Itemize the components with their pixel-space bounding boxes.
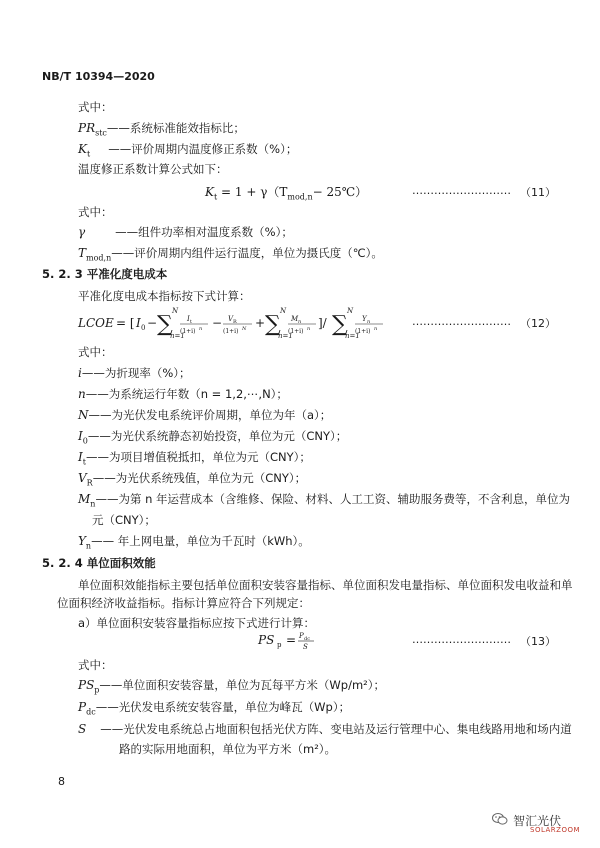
svg-text:=: = (286, 633, 297, 647)
svg-text:M: M (291, 315, 299, 323)
svg-text:∑: ∑ (157, 312, 173, 337)
equation-13-dots: ……………………… (412, 633, 511, 646)
equation-12 (76, 303, 411, 341)
svg-text:n: n (298, 319, 302, 325)
definition-VR: $V_R——$为光伏系统残值，单位为元（CNY）； (78, 471, 307, 488)
svg-text:PS: PS (258, 633, 275, 647)
paragraph-line-2: 位面积经济收益指标。指标计算应符合下列规定： (57, 596, 310, 610)
equation-11: $K_t = 1 + \gamma(T_{mod,n}-$ 25℃） (205, 185, 368, 202)
svg-text:Y: Y (362, 315, 367, 323)
where-label: 式中： (78, 205, 113, 219)
svg-text:n: n (367, 319, 371, 325)
svg-text:−: − (147, 316, 158, 330)
definition-Mn-continued: 元（CNY）； (92, 513, 156, 527)
watermark-brand: 智汇光伏 (513, 814, 562, 828)
svg-text:N: N (242, 326, 247, 332)
equation-13 (256, 628, 326, 652)
svg-text:P: P (299, 632, 304, 640)
equation-11-number: （11） (520, 186, 556, 199)
definition-I0: $I_0——$为光伏系统静态初始投资，单位为元（CNY）； (78, 429, 348, 446)
definition-S: S ——光伏发电系统总占地面积包括光伏方阵、变电站及运行管理中心、集电线路用地和场内道 (78, 722, 572, 736)
svg-text:]/: ]/ (318, 316, 327, 330)
definition-Yn: $Y_n——$ 年上网电量，单位为千瓦时（kWh）。 (78, 534, 310, 551)
svg-text:n: n (374, 326, 378, 332)
svg-text:t: t (190, 319, 193, 325)
svg-text:(1+i): (1+i) (223, 328, 239, 335)
definition-gamma: γ ——组件功率相对温度系数（%）； (78, 225, 293, 239)
svg-text:n=1: n=1 (170, 332, 185, 340)
definition-N: N——为光伏发电系统评价周期，单位为年（a）； (78, 408, 332, 422)
paragraph-line-1: 单位面积效能指标主要包括单位面积安装容量指标、单位面积发电量指标、单位面积发电收益和单 (78, 578, 573, 592)
svg-text:dc: dc (304, 636, 311, 642)
temp-intro: 温度修正系数计算公式如下： (78, 162, 228, 176)
definition-It: $I_t——$为项目增值税抵扣，单位为元（CNY）； (78, 450, 311, 467)
definition-kt: $K_t$ ——评价周期内温度修正系数（%）； (78, 142, 298, 159)
svg-text:+: + (255, 316, 266, 330)
watermark-site: SOLARZOOM (530, 826, 581, 834)
definition-tmod: $T_{mod,n}——$评价周期内组件运行温度，单位为摄氏度（℃）。 (78, 246, 383, 263)
section-heading-5-2-4: 5. 2. 4 单位面积效能 (42, 556, 156, 570)
svg-text:N: N (280, 307, 287, 315)
section-heading-5-2-3: 5. 2. 3 平准化度电成本 (42, 267, 168, 281)
svg-text:∑: ∑ (265, 312, 281, 337)
equation-13-number: （13） (520, 635, 556, 648)
svg-text:n: n (307, 326, 311, 332)
equation-11-dots: ……………………… (412, 184, 511, 197)
svg-text:∑: ∑ (332, 312, 348, 337)
definition-n: n——为系统运行年数（n = 1,2,⋯,N）； (78, 387, 288, 401)
equation-12-dots: ……………………… (412, 315, 511, 328)
svg-text:p: p (277, 641, 282, 649)
definition-i: i——为折现率（%）； (78, 366, 191, 380)
svg-text:0: 0 (141, 324, 146, 332)
svg-text:= [: = [ (116, 316, 135, 330)
svg-text:(1+i): (1+i) (355, 328, 371, 335)
where-label: 式中： (78, 658, 113, 672)
svg-text:I: I (187, 315, 190, 323)
svg-text:N: N (172, 307, 179, 315)
svg-text:N: N (347, 307, 354, 315)
svg-text:I: I (136, 316, 141, 330)
standard-code: NB/T 10394—2020 (42, 70, 155, 83)
list-item-a: a）单位面积安装容量指标应按下式进行计算： (78, 616, 316, 630)
svg-text:n: n (199, 326, 203, 332)
definition-S-continued: 路的实际用地面积，单位为平方米（m²）。 (119, 742, 337, 756)
svg-text:LCOE: LCOE (78, 316, 114, 330)
svg-text:n=1: n=1 (345, 332, 360, 340)
definition-prstc: $PR_{stc}——$系统标准能效指标比； (78, 121, 245, 138)
where-label: 式中： (78, 100, 113, 114)
definition-Mn: $M_n——$为第 n 年运营成本（含维修、保险、材料、人工工资、辅助服务费等，不含利息，单位为 (78, 492, 571, 509)
lcoe-intro: 平准化度电成本指标按下式计算： (78, 289, 251, 303)
equation-12-number: （12） (520, 317, 556, 330)
svg-text:−: − (212, 316, 223, 330)
svg-text:S: S (303, 643, 308, 651)
svg-text:(1+i): (1+i) (180, 328, 196, 335)
svg-text:V: V (228, 315, 234, 323)
definition-PSp: $PS_p——$单位面积安装容量，单位为瓦每平方米（Wp/m²）； (78, 678, 386, 695)
page-number: 8 (58, 775, 65, 788)
definition-Pdc: $P_{dc}——$光伏发电系统安装容量，单位为峰瓦（Wp）； (78, 700, 351, 717)
svg-text:n=1: n=1 (278, 332, 293, 340)
svg-text:R: R (233, 319, 237, 325)
wechat-icon (492, 811, 508, 830)
svg-text:(1+i): (1+i) (288, 328, 304, 335)
where-label: 式中： (78, 345, 113, 359)
